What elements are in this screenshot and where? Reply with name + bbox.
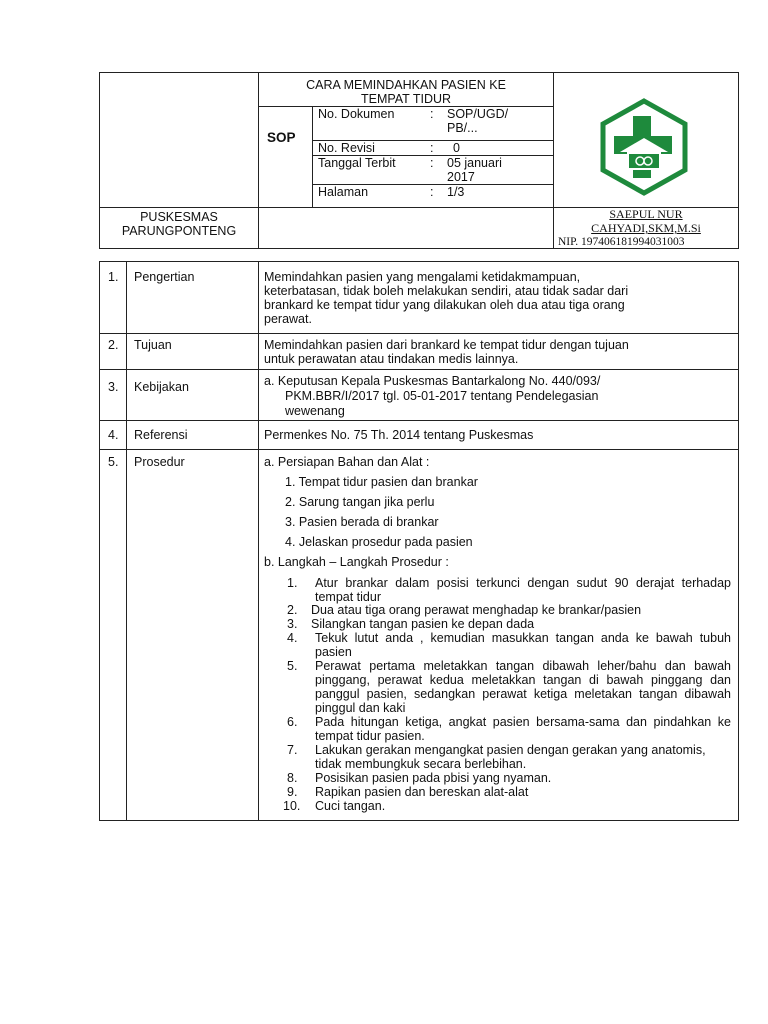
- list-item: [283, 799, 731, 813]
- step-number: 9.: [287, 785, 298, 799]
- signer-name-line2: CAHYADI,SKM,M.Si: [591, 221, 701, 235]
- field-value-tanggal-terbit-line2: 2017: [447, 170, 475, 184]
- section-text-line: perawat.: [264, 312, 312, 326]
- step-text: Pada hitungan ketiga, angkat pasien bersama-sama dan pindahkan ke tempat tidur pasien.: [315, 715, 731, 743]
- list-item: 2. Sarung tangan jika perlu: [285, 495, 435, 509]
- field-colon: :: [430, 141, 434, 155]
- field-value-no-dokumen: SOP/UGD/: [447, 107, 509, 121]
- field-colon: :: [430, 185, 434, 199]
- procedure-part-a-title: a. Persiapan Bahan dan Alat :: [264, 455, 430, 469]
- field-label-no-dokumen: No. Dokumen: [318, 107, 395, 121]
- sop-label: SOP: [267, 130, 296, 145]
- field-label-no-revisi: No. Revisi: [318, 141, 375, 155]
- list-item: [283, 659, 731, 715]
- field-value-halaman: 1/3: [447, 185, 465, 199]
- section-text-line: brankard ke tempat tidur yang dilakukan oleh dua atau tiga orang: [264, 298, 625, 312]
- step-number: 6.: [287, 715, 298, 729]
- section-text-line: keterbatasan, tidak boleh melakukan sendiri, atau tidak sadar dari: [264, 284, 629, 298]
- field-label-halaman: Halaman: [318, 185, 369, 199]
- step-number: 2.: [287, 603, 298, 617]
- field-colon: :: [430, 156, 434, 170]
- document-title-line1: CARA MEMINDAHKAN PASIEN KE: [306, 78, 506, 92]
- step-number: 4.: [287, 631, 298, 645]
- step-number: 5.: [287, 659, 298, 673]
- org-name-line1: PUSKESMAS: [140, 210, 218, 224]
- step-number: 3.: [287, 617, 298, 631]
- field-value-tanggal-terbit: 05 januari: [447, 156, 502, 170]
- list-item: [283, 785, 731, 799]
- section-number: 4.: [108, 428, 119, 442]
- section-title: Prosedur: [134, 455, 185, 469]
- step-text: Rapikan pasien dan bereskan alat-alat: [315, 785, 529, 799]
- step-text: Cuci tangan.: [315, 799, 386, 813]
- step-number: 8.: [287, 771, 298, 785]
- list-item: [283, 771, 731, 785]
- section-number: 3.: [108, 380, 119, 394]
- section-number: 1.: [108, 270, 119, 284]
- step-text: Dua atau tiga orang perawat menghadap ke brankar/pasien: [311, 603, 642, 617]
- list-item: 1. Tempat tidur pasien dan brankar: [285, 475, 478, 489]
- section-text-line: PKM.BBR/I/2017 tgl. 05-01-2017 tentang Pendelegasian: [285, 389, 599, 403]
- document-title-line2: TEMPAT TIDUR: [360, 92, 452, 106]
- section-text-line: a. Keputusan Kepala Puskesmas Bantarkalong No. 440/093/: [264, 374, 601, 388]
- list-item: [283, 617, 731, 631]
- section-text-line: untuk perawatan atau tindakan medis lainnya.: [264, 352, 519, 366]
- step-number: 1.: [287, 576, 298, 590]
- section-text-line: Memindahkan pasien dari brankard ke tempat tidur dengan tujuan: [264, 338, 629, 352]
- section-number: 5.: [108, 455, 119, 469]
- step-number: 10.: [283, 799, 301, 813]
- field-value-no-revisi: 0: [453, 141, 460, 155]
- list-item: 3. Pasien berada di brankar: [285, 515, 439, 529]
- field-label-tanggal-terbit: Tanggal Terbit: [318, 156, 396, 170]
- step-number: 7.: [287, 743, 298, 757]
- step-text: Atur brankar dalam posisi terkunci dengan sudut 90 derajat terhadap tempat tidur: [315, 576, 731, 604]
- section-title: Tujuan: [134, 338, 172, 352]
- step-text: Lakukan gerakan mengangkat pasien dengan gerakan yang anatomis, tidak membungkuk secara berlebihan.: [315, 743, 706, 771]
- list-item: 4. Jelaskan prosedur pada pasien: [285, 535, 473, 549]
- list-item: [283, 715, 731, 743]
- list-item: [283, 576, 731, 604]
- section-number: 2.: [108, 338, 119, 352]
- list-item: [283, 603, 731, 617]
- signer-name-line1: SAEPUL NUR: [609, 207, 683, 221]
- step-text: Posisikan pasien pada pbisi yang nyaman.: [315, 771, 552, 785]
- section-text-line: wewenang: [285, 404, 345, 418]
- step-text: Tekuk lutut anda , kemudian masukkan tangan anda ke bawah tubuh pasien: [315, 631, 731, 659]
- signer-nip: NIP. 197406181994031003: [558, 236, 685, 248]
- field-colon: :: [430, 107, 434, 121]
- step-text: Silangkan tangan pasien ke depan dada: [311, 617, 535, 631]
- section-text-line: Memindahkan pasien yang mengalami ketidakmampuan,: [264, 270, 581, 284]
- step-text: Perawat pertama meletakkan tangan dibawah leher/bahu dan bawah pinggang, perawat kedua meletakkan tangan di bawah pinggang dan panggul pasien, sedangkan perawat ketiga meletakan tangan dibawah pinggul dan kaki: [315, 659, 731, 715]
- section-title: Pengertian: [134, 270, 195, 284]
- section-title: Referensi: [134, 428, 188, 442]
- list-item: [283, 631, 731, 659]
- org-name-line2: PARUNGPONTENG: [121, 224, 237, 238]
- section-title: Kebijakan: [134, 380, 189, 394]
- section-text-line: Permenkes No. 75 Th. 2014 tentang Puskesmas: [264, 428, 534, 442]
- field-value-no-dokumen-line2: PB/...: [447, 121, 478, 135]
- procedure-part-b-title: b. Langkah – Langkah Prosedur :: [264, 555, 449, 569]
- list-item: [283, 743, 731, 771]
